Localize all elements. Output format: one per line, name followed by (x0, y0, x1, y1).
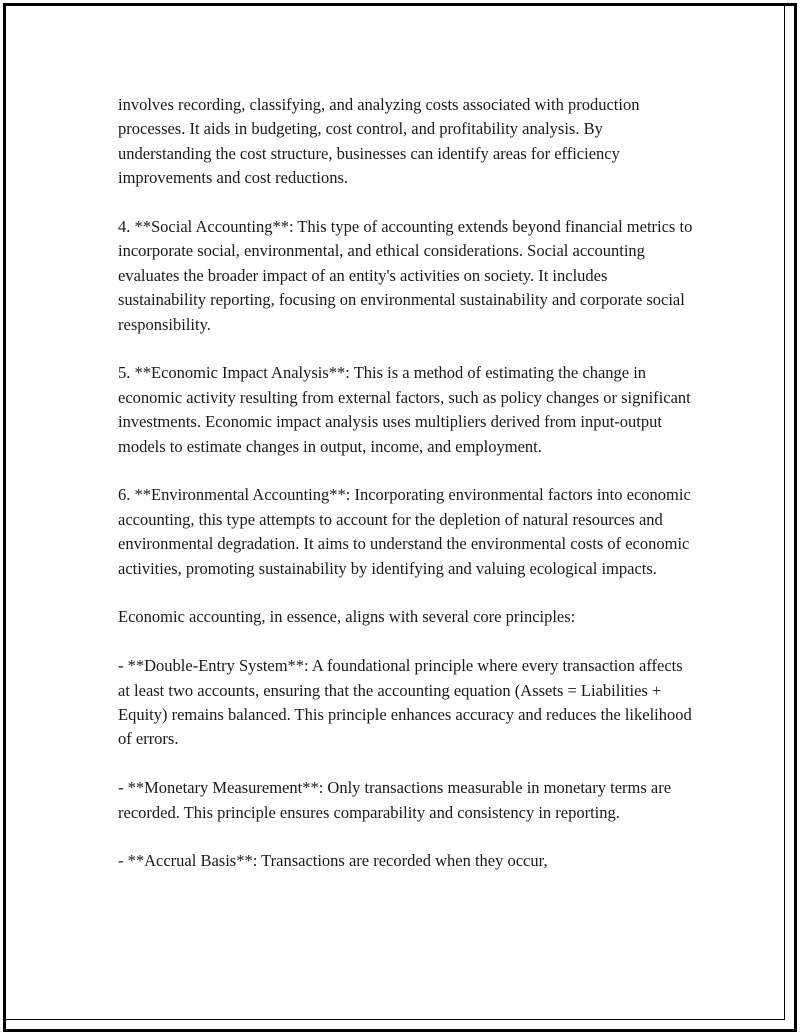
paragraph-economic-impact-analysis: 5. **Economic Impact Analysis**: This is a method of estimating the change in economic activity resulting from external factors, such as policy changes or significant investments. Economic impact analysis uses multipliers derived from input-output models to estimate changes in output, income, and employment. (118, 363, 691, 456)
paragraph-monetary-measurement: - **Monetary Measurement**: Only transactions measurable in monetary terms are recorded. This principle ensures comparability and consistency in reporting. (118, 778, 672, 822)
document-body (118, 93, 698, 874)
paragraph-double-entry-system: - **Double-Entry System**: A foundational principle where every transaction affects at least two accounts, ensuring that the accounting equation (Assets = Liabilities + Equity) remains balanced. This principle enhances accuracy and reduces the likelihood of errors. (118, 656, 692, 749)
paragraph-environmental-accounting: 6. **Environmental Accounting**: Incorporating environmental factors into economic accounting, this type attempts to account for the depletion of natural resources and environmental degradation. It aims to understand the environmental costs of economic activities, promoting sustainability by identifying and valuing ecological impacts. (118, 485, 691, 578)
paragraph-cost-accounting-continued: involves recording, classifying, and analyzing costs associated with production processes. It aids in budgeting, cost control, and profitability analysis. By understanding the cost structure, businesses can identify areas for efficiency improvements and cost reductions. (118, 95, 640, 188)
paragraph-social-accounting: 4. **Social Accounting**: This type of accounting extends beyond financial metrics to incorporate social, environmental, and ethical considerations. Social accounting evaluates the broader impact of an entity's activities on society. It includes sustainability reporting, focusing on environmental sustainability and corporate social responsibility. (118, 217, 693, 334)
paragraph-core-principles-intro: Economic accounting, in essence, aligns with several core principles: (118, 607, 576, 627)
paragraph-accrual-basis: - **Accrual Basis**: Transactions are recorded when they occur, (118, 851, 548, 871)
